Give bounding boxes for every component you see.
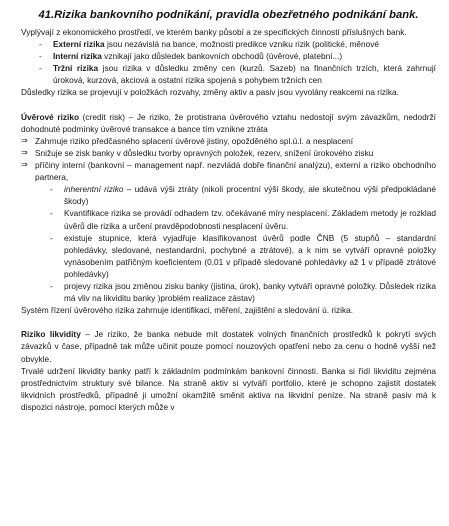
dash-marker: - xyxy=(39,51,42,62)
list-item: - existuje stupnice, která vyjadřuje klasifikovanost úvěrů podle ČNB (5 stupňů – standardní pohledávky, sledované, nestandardní, pochybné a ztrátové), a k nim se vytváří opravné položky vynásobením patřičným koeficientem (0,01 v případě sledované pohledávky až 1 v případě ztrátové pohledávky) xyxy=(50,232,436,279)
list-item: - projevy rizika jsou změnou zisku banky (jistina, úrok), banky vytváří opravné položky. Důsledek rizika má vliv na likviditu banky )problém realizace zástav) xyxy=(50,280,436,304)
spacer xyxy=(21,99,436,111)
list-item xyxy=(21,38,436,50)
double-arrow-icon: ⇒ xyxy=(21,147,28,157)
liquidity-risk-term: Riziko likvidity xyxy=(21,329,81,340)
document-body xyxy=(21,26,436,413)
dash-marker: - xyxy=(39,39,42,50)
dash-marker: - xyxy=(39,63,42,74)
credit-risk-paragraph xyxy=(21,111,436,135)
risk-types-list xyxy=(21,38,436,86)
credit-risk-definition: (credit risk) – Je riziko, že protistrana úvěrového vztahu nedostojí svým závazkům, nedodrží dohodnuté podmínky úvěrové transakce a bance tím vznikne ztráta xyxy=(21,111,436,134)
list-item: ⇒ příčiny interní (bankovní – management např. nezvládá dobře finanční analýzu), externí a riziko obchodního partnera, xyxy=(21,160,436,183)
liquidity-risk-definition: – Je riziko, že banka nebude mít dostatek volných finančních prostředků k pokrytí svých závazků v čase, případně tak může učinit pouze pomocí nouzových opatření nebo za cenu o hodně vyšší než obvykle. xyxy=(21,329,436,364)
dash-marker: - xyxy=(50,184,53,195)
risk-term: Tržní rizika xyxy=(53,63,99,74)
consequences-paragraph: Důsledky rizika se projevují v položkách rozvahy, změny aktiv a pasiv jsou vyvolány reakcemi na rizika. xyxy=(21,87,399,98)
page-title: 41.Rizika bankovního podnikání, pravidla obezřetného podnikání bank. xyxy=(38,9,419,21)
credit-sub-list xyxy=(21,183,436,304)
list-item: ⇒ Snižuje se zisk banky v důsledku tvorby opravných položek, rezerv, snížení úrokového zisku xyxy=(21,147,374,158)
list-item: - inherentní riziko – udává výši ztráty (nikoli procentní výši škody, ale skutečnou výši předpokládané škody) xyxy=(50,184,436,207)
risk-term: Interní rizika xyxy=(53,51,102,62)
list-item: ⇒ Zahrnuje riziko předčasného splacení úvěrové jistiny, opožděného spl.ú.l. a nesplacení xyxy=(21,135,354,146)
intro-paragraph: Vyplývají z ekonomického prostředí, ve kterém banky působí a ze specifických činností příslušných bank. xyxy=(21,27,407,37)
credit-arrow-list xyxy=(21,135,436,183)
double-arrow-icon: ⇒ xyxy=(21,160,28,170)
credit-system-paragraph: Systém řízení úvěrového rizika zahrnuje identifikaci, měření, zajištění a sledování ú. rizika. xyxy=(21,305,354,316)
italic-term: inherentní riziko xyxy=(64,184,124,195)
double-arrow-icon: ⇒ xyxy=(21,135,28,145)
spacer xyxy=(21,316,436,328)
dash-marker: - xyxy=(50,208,53,219)
list-item: - Kvantifikace rizika se provádí odhadem tzv. očekávané míry nesplacení. Základem metody je rozklad úvěrů dle rizika a určení pravděpodobnosti nesplacení úvěru. xyxy=(50,208,436,231)
risk-description: jsou rizika v důsledku změny cen (kurzů. Sazeb) na finančních trzích, která zahrnují úroková, kurzová, akciová a ostatní rizika spojená s pohybem tržních cen xyxy=(53,63,436,86)
list-item xyxy=(21,62,436,86)
liquidity-risk-paragraph xyxy=(21,328,436,364)
dash-marker: - xyxy=(50,280,53,291)
risk-description: jsou nezávislá na bance, možnosti predikce vzniku rizik (politické, měnové xyxy=(104,39,380,50)
dash-marker: - xyxy=(50,232,53,243)
list-item xyxy=(21,50,436,62)
risk-description: vznikají jako důsledek bankovních obchodů (úvěrové, platební...) xyxy=(101,51,343,62)
credit-risk-term: Úvěrové riziko xyxy=(21,111,80,122)
risk-term: Externí rizika xyxy=(53,39,105,50)
liquidity-paragraph-2: Trvalé udržení likvidity banky patří k základním podmínkám bankovní činnosti. Banka si řídí likviditu zejména prostřednictvím struktury své bilance. Na straně aktiv si vytváří portfolio, které je schopno zajistit dostatek likvidních prostředků, případně ji umožní okamžitě směnit aktiva na likvidní peníze. Na straně pasiv má k dispozici nástroje, pomocí kterých může v xyxy=(21,365,436,412)
